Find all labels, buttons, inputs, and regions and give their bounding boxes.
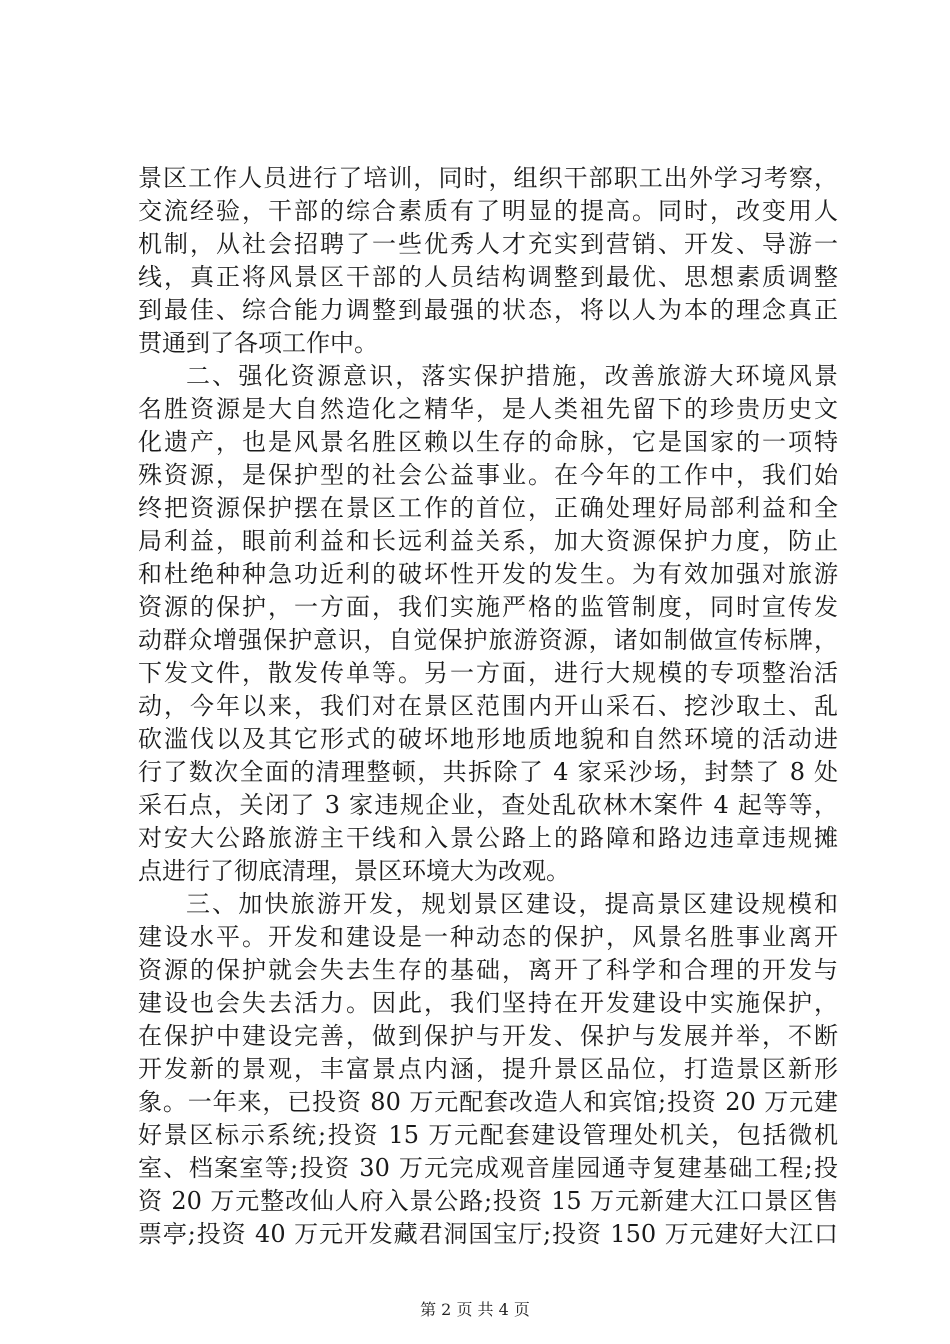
text-line: 景区工作人员进行了培训，同时，组织干部职工出外学习考察， [138,164,838,192]
text-line: 好景区标示系统;投资 15 万元配套建设管理处机关，包括微机 [138,1121,838,1149]
text-line: 到最佳、综合能力调整到最强的状态，将以人为本的理念真正 [138,296,838,324]
text-line: 点进行了彻底清理，景区环境大为改观。 [138,857,570,885]
text-line: 贯通到了各项工作中。 [138,329,378,357]
text-line: 线，真正将风景区干部的人员结构调整到最优、思想素质调整 [138,263,838,291]
text-line: 资 20 万元整改仙人府入景公路;投资 15 万元新建大江口景区售 [138,1187,838,1215]
text-line: 对安大公路旅游主干线和入景公路上的路障和路边违章违规摊 [138,824,838,852]
text-line: 化遗产，也是风景名胜区赖以生存的命脉，它是国家的一项特 [138,428,838,456]
text-line: 象。一年来，已投资 80 万元配套改造人和宾馆;投资 20 万元建 [138,1088,838,1116]
text-line: 交流经验，干部的综合素质有了明显的提高。同时，改变用人 [138,197,838,225]
text-line: 下发文件，散发传单等。另一方面，进行大规模的专项整治活 [138,659,838,687]
text-line: 动，今年以来，我们对在景区范围内开山采石、挖沙取土、乱 [138,692,838,720]
text-line: 二、强化资源意识，落实保护措施，改善旅游大环境风景 [186,362,838,390]
text-line: 室、档案室等;投资 30 万元完成观音崖园通寺复建基础工程;投 [138,1154,838,1182]
paragraph [138,360,838,888]
text-line: 行了数次全面的清理整顿，共拆除了 4 家采沙场，封禁了 8 处 [138,758,838,786]
page-footer: 第 2 页 共 4 页 [420,1300,530,1319]
text-line: 殊资源，是保护型的社会公益事业。在今年的工作中，我们始 [138,461,838,489]
text-line: 采石点，关闭了 3 家违规企业，查处乱砍林木案件 4 起等等， [138,791,838,819]
text-line: 开发新的景观，丰富景点内涵，提升景区品位，打造景区新形 [138,1055,838,1083]
text-line: 建设也会失去活力。因此，我们坚持在开发建设中实施保护， [138,989,838,1017]
text-line: 机制，从社会招聘了一些优秀人才充实到营销、开发、导游一 [138,230,838,258]
text-line: 在保护中建设完善，做到保护与开发、保护与发展并举，不断 [138,1022,838,1050]
paragraph [138,888,838,1251]
text-line: 砍滥伐以及其它形式的破坏地形地质地貌和自然环境的活动进 [138,725,838,753]
paragraph [138,162,838,360]
text-line: 资源的保护，一方面，我们实施严格的监管制度，同时宣传发 [138,593,838,621]
document-body [138,162,838,1251]
text-line: 和杜绝种种急功近利的破坏性开发的发生。为有效加强对旅游 [138,560,838,588]
text-line: 名胜资源是大自然造化之精华，是人类祖先留下的珍贵历史文 [138,395,838,423]
text-line: 终把资源保护摆在景区工作的首位，正确处理好局部利益和全 [138,494,838,522]
text-line: 局利益，眼前利益和长远利益关系，加大资源保护力度，防止 [138,527,838,555]
text-line: 资源的保护就会失去生存的基础，离开了科学和合理的开发与 [138,956,838,984]
text-line: 动群众增强保护意识，自觉保护旅游资源，诸如制做宣传标牌， [138,626,838,654]
text-line: 建设水平。开发和建设是一种动态的保护，风景名胜事业离开 [138,923,838,951]
text-line: 票亭;投资 40 万元开发藏君洞国宝厅;投资 150 万元建好大江口 [138,1220,838,1248]
text-line: 三、加快旅游开发，规划景区建设，提高景区建设规模和 [186,890,838,918]
